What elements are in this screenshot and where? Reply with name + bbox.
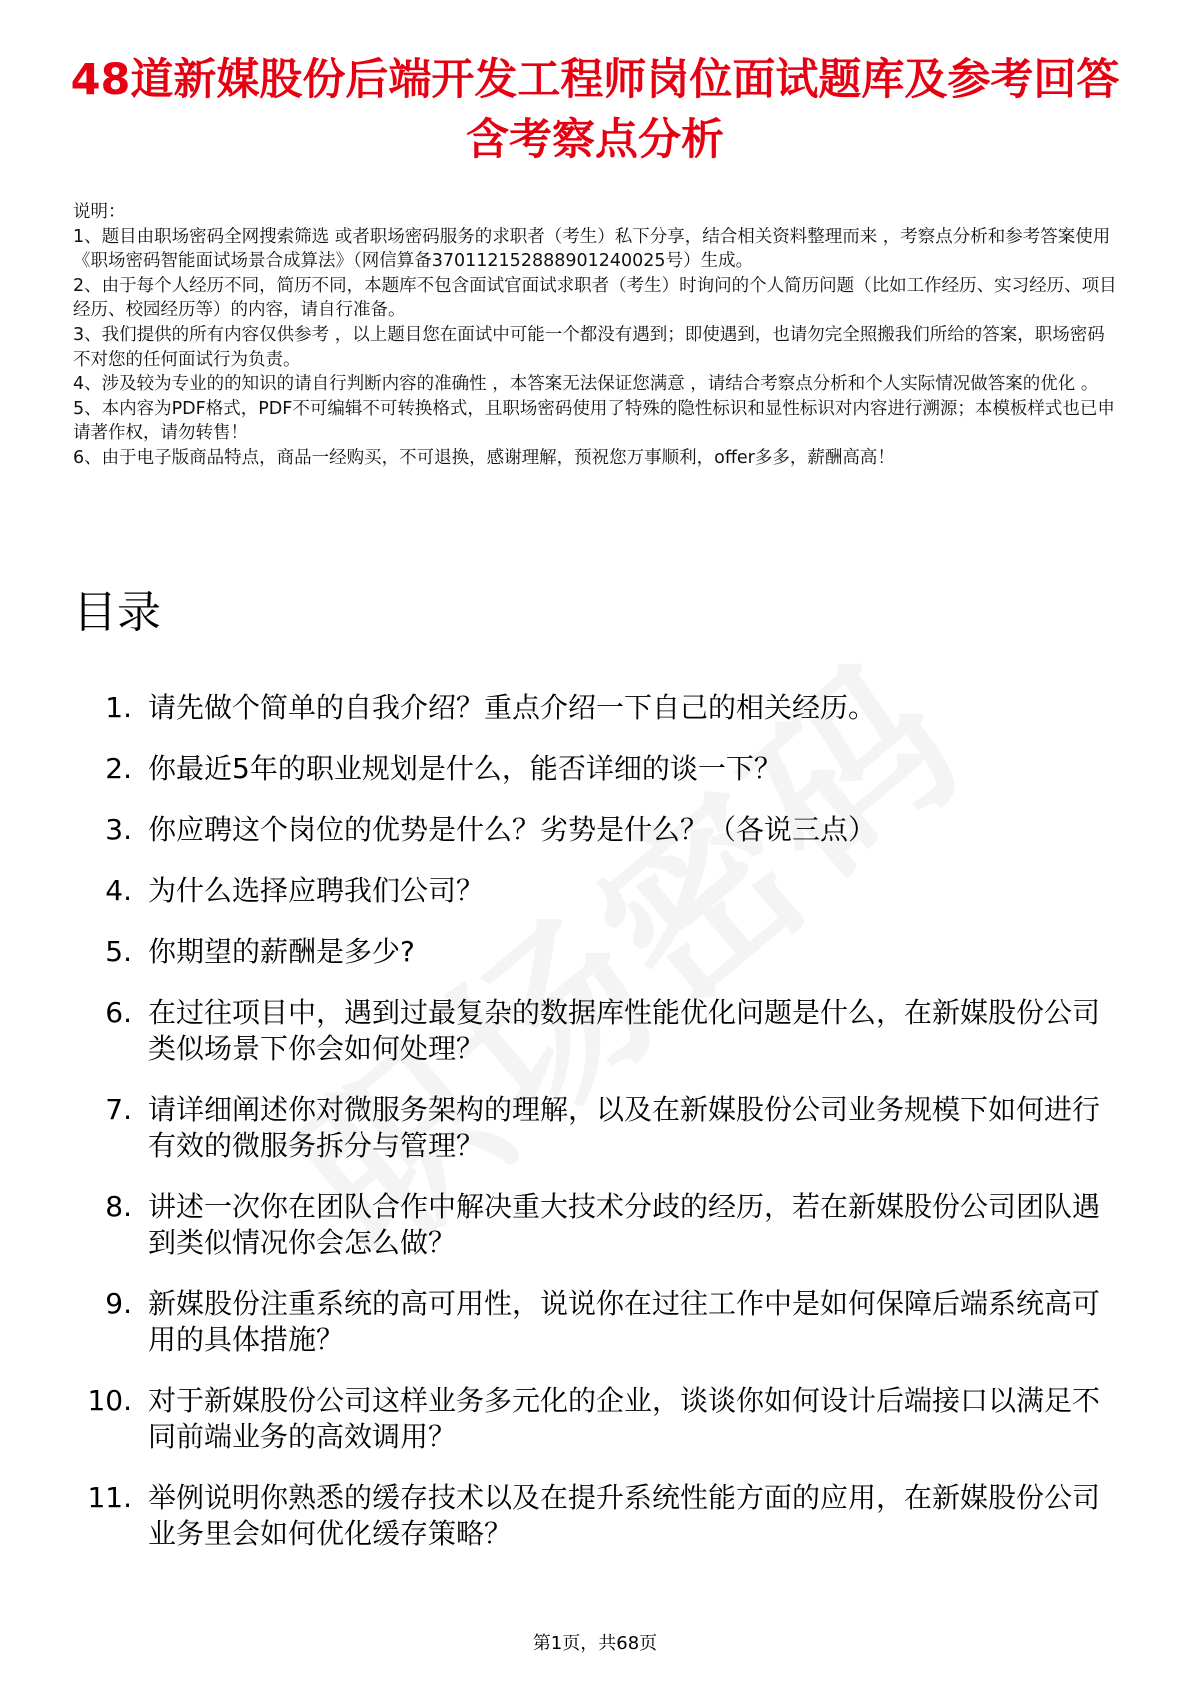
toc-item-number: 11. bbox=[87, 1481, 132, 1514]
toc-heading: 目录 bbox=[73, 587, 161, 638]
toc-item-number: 3. bbox=[105, 813, 132, 846]
toc-item[interactable] bbox=[60, 690, 1120, 726]
toc-item-number: 10. bbox=[87, 1384, 132, 1417]
toc-item-text: 举例说明你熟悉的缓存技术以及在提升系统性能方面的应用，在新媒股份公司业务里会如何优化缓存策略？ bbox=[148, 1481, 1101, 1550]
toc-item[interactable] bbox=[60, 812, 1120, 848]
toc-item-number: 9. bbox=[105, 1287, 132, 1320]
toc-item[interactable] bbox=[60, 1092, 1120, 1164]
toc-item-number: 4. bbox=[105, 874, 132, 907]
toc-item-number: 6. bbox=[105, 996, 132, 1029]
document-title: 48道新媒股份后端开发工程师岗位面试题库及参考回答含考察点分析 bbox=[70, 55, 1120, 165]
toc-item-number: 2. bbox=[105, 752, 132, 785]
toc-item-number: 1. bbox=[105, 691, 132, 724]
toc-item-text: 请详细阐述你对微服务架构的理解，以及在新媒股份公司业务规模下如何进行有效的微服务拆分与管理？ bbox=[148, 1093, 1101, 1162]
toc-item-text: 为什么选择应聘我们公司？ bbox=[148, 874, 485, 907]
toc-item[interactable] bbox=[60, 995, 1120, 1067]
toc-item-text: 新媒股份注重系统的高可用性，说说你在过往工作中是如何保障后端系统高可用的具体措施？ bbox=[148, 1287, 1101, 1356]
toc-item-number: 5. bbox=[105, 935, 132, 968]
note-item: 1、题目由职场密码全网搜索筛选 或者职场密码服务的求职者（考生）私下分享，结合相关资料整理而来 ，考察点分析和参考答案使用《职场密码智能面试场景合成算法》（网信算备370112152888901240025号）生成。 bbox=[73, 226, 1111, 272]
toc-item-text: 请先做个简单的自我介绍？重点介绍一下自己的相关经历。 bbox=[148, 691, 877, 724]
note-item: 3、我们提供的所有内容仅供参考 ，以上题目您在面试中可能一个都没有遇到；即使遇到，也请勿完全照搬我们所给的答案，职场密码不对您的任何面试行为负责。 bbox=[73, 324, 1105, 370]
notes-heading: 说明： bbox=[73, 202, 126, 222]
note-item: 2、由于每个人经历不同，简历不同，本题库不包含面试官面试求职者（考生）时询问的个人简历问题（比如工作经历、实习经历、项目经历、校园经历等）的内容，请自行准备。 bbox=[73, 275, 1117, 321]
toc-item-number: 7. bbox=[105, 1093, 132, 1126]
toc-item-number: 8. bbox=[105, 1190, 132, 1223]
toc-item-text: 在过往项目中，遇到过最复杂的数据库性能优化问题是什么，在新媒股份公司类似场景下你会如何处理？ bbox=[148, 996, 1101, 1065]
page-footer: 第1页，共68页 bbox=[532, 1633, 658, 1654]
toc-item[interactable] bbox=[60, 751, 1120, 787]
note-item: 5、本内容为PDF格式，PDF不可编辑不可转换格式，且职场密码使用了特殊的隐性标识和显性标识对内容进行溯源；本模板样式也已申请著作权，请勿转售！ bbox=[73, 398, 1115, 444]
toc-item[interactable] bbox=[60, 1480, 1120, 1552]
toc-item-text: 你最近5年的职业规划是什么，能否详细的谈一下？ bbox=[148, 752, 782, 785]
notes-section bbox=[73, 200, 1118, 471]
note-item: 6、由于电子版商品特点，商品一经购买，不可退换，感谢理解，预祝您万事顺利，offer多多，薪酬高高！ bbox=[73, 447, 895, 468]
toc-item-text: 你期望的薪酬是多少? bbox=[148, 935, 415, 968]
toc-item[interactable] bbox=[60, 934, 1120, 970]
toc-item[interactable] bbox=[60, 1286, 1120, 1358]
table-of-contents bbox=[60, 690, 1120, 1577]
toc-item-text: 对于新媒股份公司这样业务多元化的企业，谈谈你如何设计后端接口以满足不同前端业务的高效调用？ bbox=[148, 1384, 1101, 1453]
toc-item[interactable] bbox=[60, 1383, 1120, 1455]
toc-item[interactable] bbox=[60, 1189, 1120, 1261]
note-item: 4、涉及较为专业的的知识的请自行判断内容的准确性 ，本答案无法保证您满意 ，请结合考察点分析和个人实际情况做答案的优化 。 bbox=[73, 374, 1099, 395]
toc-item-text: 你应聘这个岗位的优势是什么？劣势是什么？（各说三点） bbox=[148, 813, 877, 846]
toc-item-text: 讲述一次你在团队合作中解决重大技术分歧的经历，若在新媒股份公司团队遇到类似情况你会怎么做？ bbox=[148, 1190, 1101, 1259]
toc-item[interactable] bbox=[60, 873, 1120, 909]
